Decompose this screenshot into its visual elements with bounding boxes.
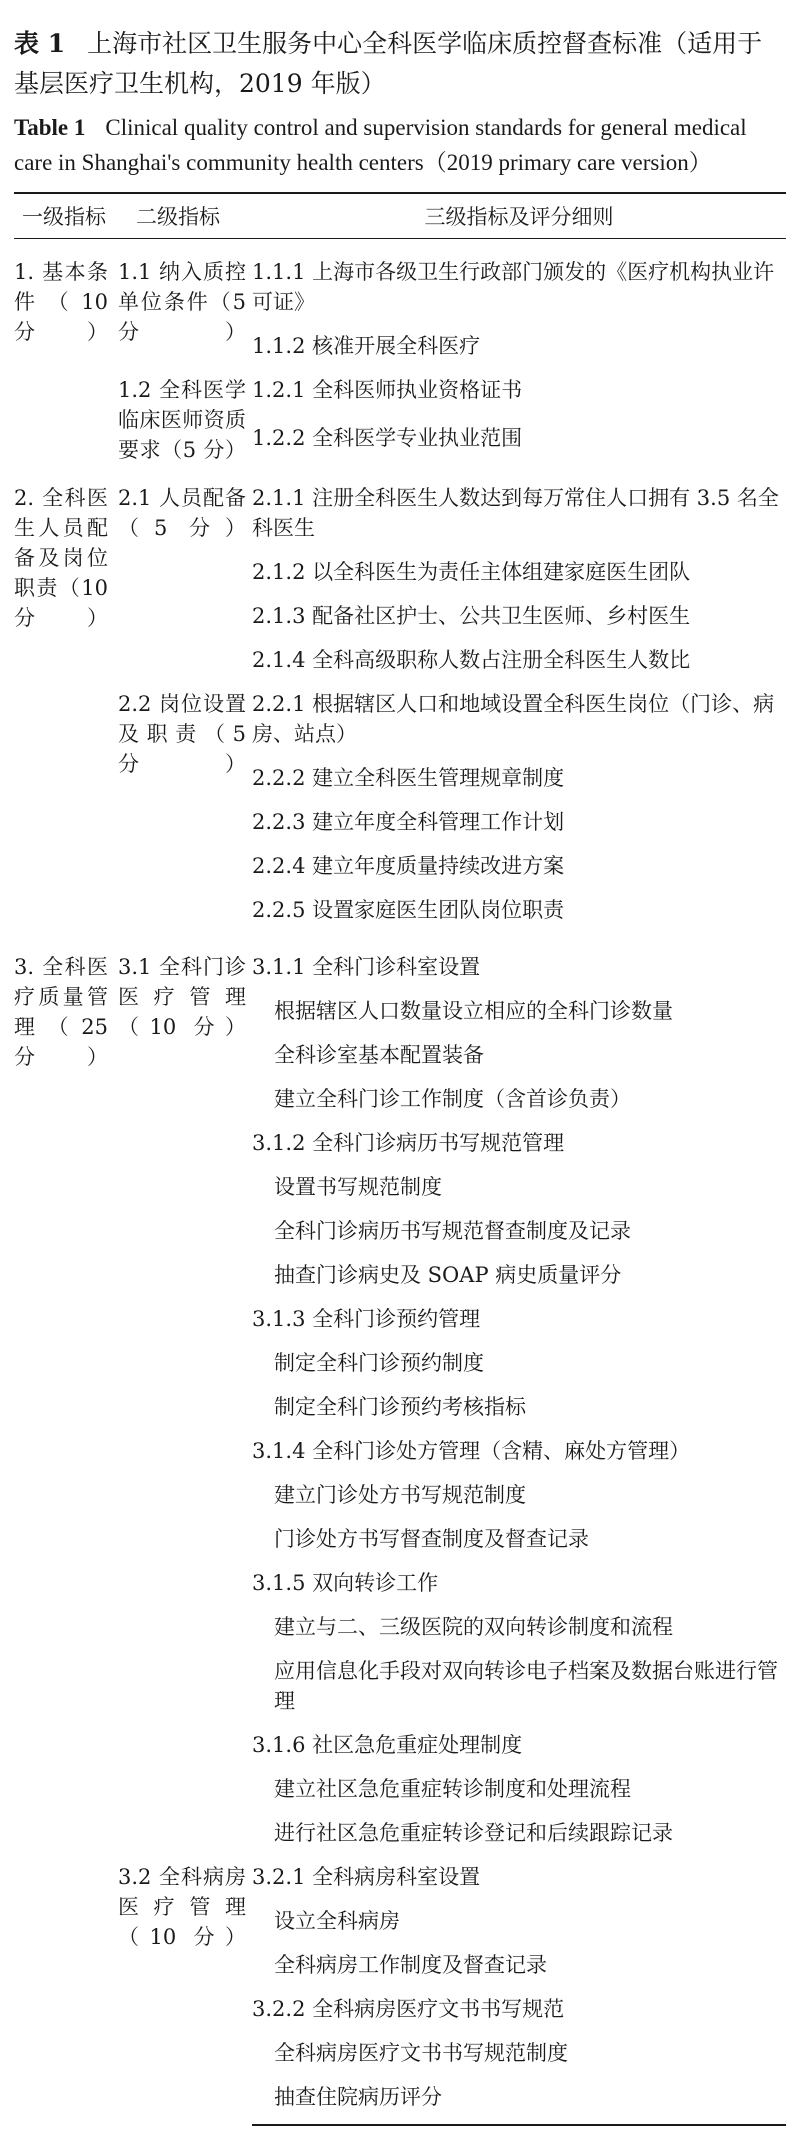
level3-subitem: 抽查住院病历评分 <box>252 2077 786 2125</box>
level3-item: 3.2.2 全科病房医疗文书书写规范 <box>252 1997 565 2021</box>
level3-subitem: 全科门诊病历书写规范督查制度及记录 <box>274 1219 631 1243</box>
level3-item: 3.1.6 社区急危重症处理制度 <box>252 1733 523 1757</box>
table-caption-cn <box>14 24 786 104</box>
level3-item: 2.2.5 设置家庭医生团队岗位职责 <box>252 898 565 922</box>
level2-cell: 3.2 全科病房医疗管理（10 分） <box>118 1865 246 1949</box>
level3-item: 3.1.3 全科门诊预约管理 <box>252 1307 481 1331</box>
level3-item: 2.2.2 建立全科医生管理规章制度 <box>252 766 565 790</box>
level1-cell: 3. 全科医疗质量管理（25 分） <box>14 955 108 1069</box>
level3-subitem: 设置书写规范制度 <box>274 1175 442 1199</box>
level3-item: 3.1.1 全科门诊科室设置 <box>252 955 481 979</box>
table-header-row <box>14 193 786 239</box>
level2-cell: 2.2 岗位设置及职责（5 分） <box>118 692 246 776</box>
table-row <box>14 370 786 418</box>
level3-item: 2.2.1 根据辖区人口和地域设置全科医生岗位（门诊、病房、站点） <box>252 692 775 746</box>
table-row <box>14 1857 786 1901</box>
level3-subitem: 制定全科门诊预约考核指标 <box>274 1395 526 1419</box>
level3-subitem: 抽查门诊病史及 SOAP 病史质量评分 <box>274 1263 622 1287</box>
table-row <box>14 465 786 552</box>
level3-subitem: 全科病房工作制度及督查记录 <box>274 1953 547 1977</box>
level3-subitem: 制定全科门诊预约制度 <box>274 1351 484 1375</box>
header-level2: 二级指标 <box>118 193 252 239</box>
level3-subitem: 建立门诊处方书写规范制度 <box>274 1483 526 1507</box>
level1-cell: 1. 基本条件（10 分） <box>14 260 108 344</box>
level2-cell: 1.1 纳入质控单位条件（5 分） <box>118 260 246 344</box>
level3-subitem: 全科诊室基本配置装备 <box>274 1043 484 1067</box>
level2-cell: 2.1 人员配备（5 分） <box>118 486 246 540</box>
level3-item: 2.1.1 注册全科医生人数达到每万常住人口拥有 3.5 名全科医生 <box>252 486 779 540</box>
level3-item: 3.1.4 全科门诊处方管理（含精、麻处方管理） <box>252 1439 691 1463</box>
table-label-en: Table 1 <box>14 115 86 140</box>
level3-subitem: 门诊处方书写督查制度及督查记录 <box>274 1527 589 1551</box>
level1-cell: 2. 全科医生人员配备及岗位职责（10 分） <box>14 486 108 630</box>
level3-item: 1.2.1 全科医师执业资格证书 <box>252 378 523 402</box>
table-label-cn: 表 1 <box>14 29 66 58</box>
level3-item: 3.2.1 全科病房科室设置 <box>252 1865 481 1889</box>
level3-item: 2.1.4 全科高级职称人数占注册全科医生人数比 <box>252 648 691 672</box>
level3-item: 2.2.3 建立年度全科管理工作计划 <box>252 810 565 834</box>
level3-subitem: 应用信息化手段对双向转诊电子档案及数据台账进行管理 <box>274 1659 778 1713</box>
header-level1: 一级指标 <box>14 193 118 239</box>
level3-subitem: 进行社区急危重症转诊登记和后续跟踪记录 <box>274 1821 673 1845</box>
level3-subitem: 建立全科门诊工作制度（含首诊负责） <box>274 1087 631 1111</box>
level3-item: 3.1.5 双向转诊工作 <box>252 1571 439 1595</box>
level2-cell: 1.2 全科医学临床医师资质要求（5 分） <box>118 378 246 462</box>
level3-subitem: 建立与二、三级医院的双向转诊制度和流程 <box>274 1615 673 1639</box>
level3-item: 2.1.3 配备社区护士、公共卫生医师、乡村医生 <box>252 604 691 628</box>
level3-item: 2.1.2 以全科医生为责任主体组建家庭医生团队 <box>252 560 691 584</box>
table-row <box>14 239 786 327</box>
standards-table <box>14 192 786 2126</box>
table-title-cn: 上海市社区卫生服务中心全科医学临床质控督查标准（适用于基层医疗卫生机构，2019 年版） <box>14 29 763 98</box>
header-level3: 三级指标及评分细则 <box>252 193 786 239</box>
level3-item: 1.1.1 上海市各级卫生行政部门颁发的《医疗机构执业许可证》 <box>252 260 775 314</box>
level3-item: 1.2.2 全科医学专业执业范围 <box>252 425 523 450</box>
table-row <box>14 934 786 991</box>
table-caption-en <box>14 110 786 180</box>
level2-cell: 3.1 全科门诊医疗管理（10 分） <box>118 955 246 1039</box>
level3-item: 3.1.2 全科门诊病历书写规范管理 <box>252 1131 565 1155</box>
table-row <box>14 684 786 758</box>
level3-subitem: 设立全科病房 <box>274 1909 400 1933</box>
level3-item: 1.1.2 核准开展全科医疗 <box>252 334 481 358</box>
table-title-en: Clinical quality control and supervision standards for general medical care in Shanghai's community health centers（2019 primary care version） <box>14 115 747 175</box>
level3-subitem: 建立社区急危重症转诊制度和处理流程 <box>274 1777 631 1801</box>
level3-subitem: 根据辖区人口数量设立相应的全科门诊数量 <box>274 999 673 1023</box>
level3-subitem: 全科病房医疗文书书写规范制度 <box>274 2041 568 2065</box>
level3-item: 2.2.4 建立年度质量持续改进方案 <box>252 854 565 878</box>
